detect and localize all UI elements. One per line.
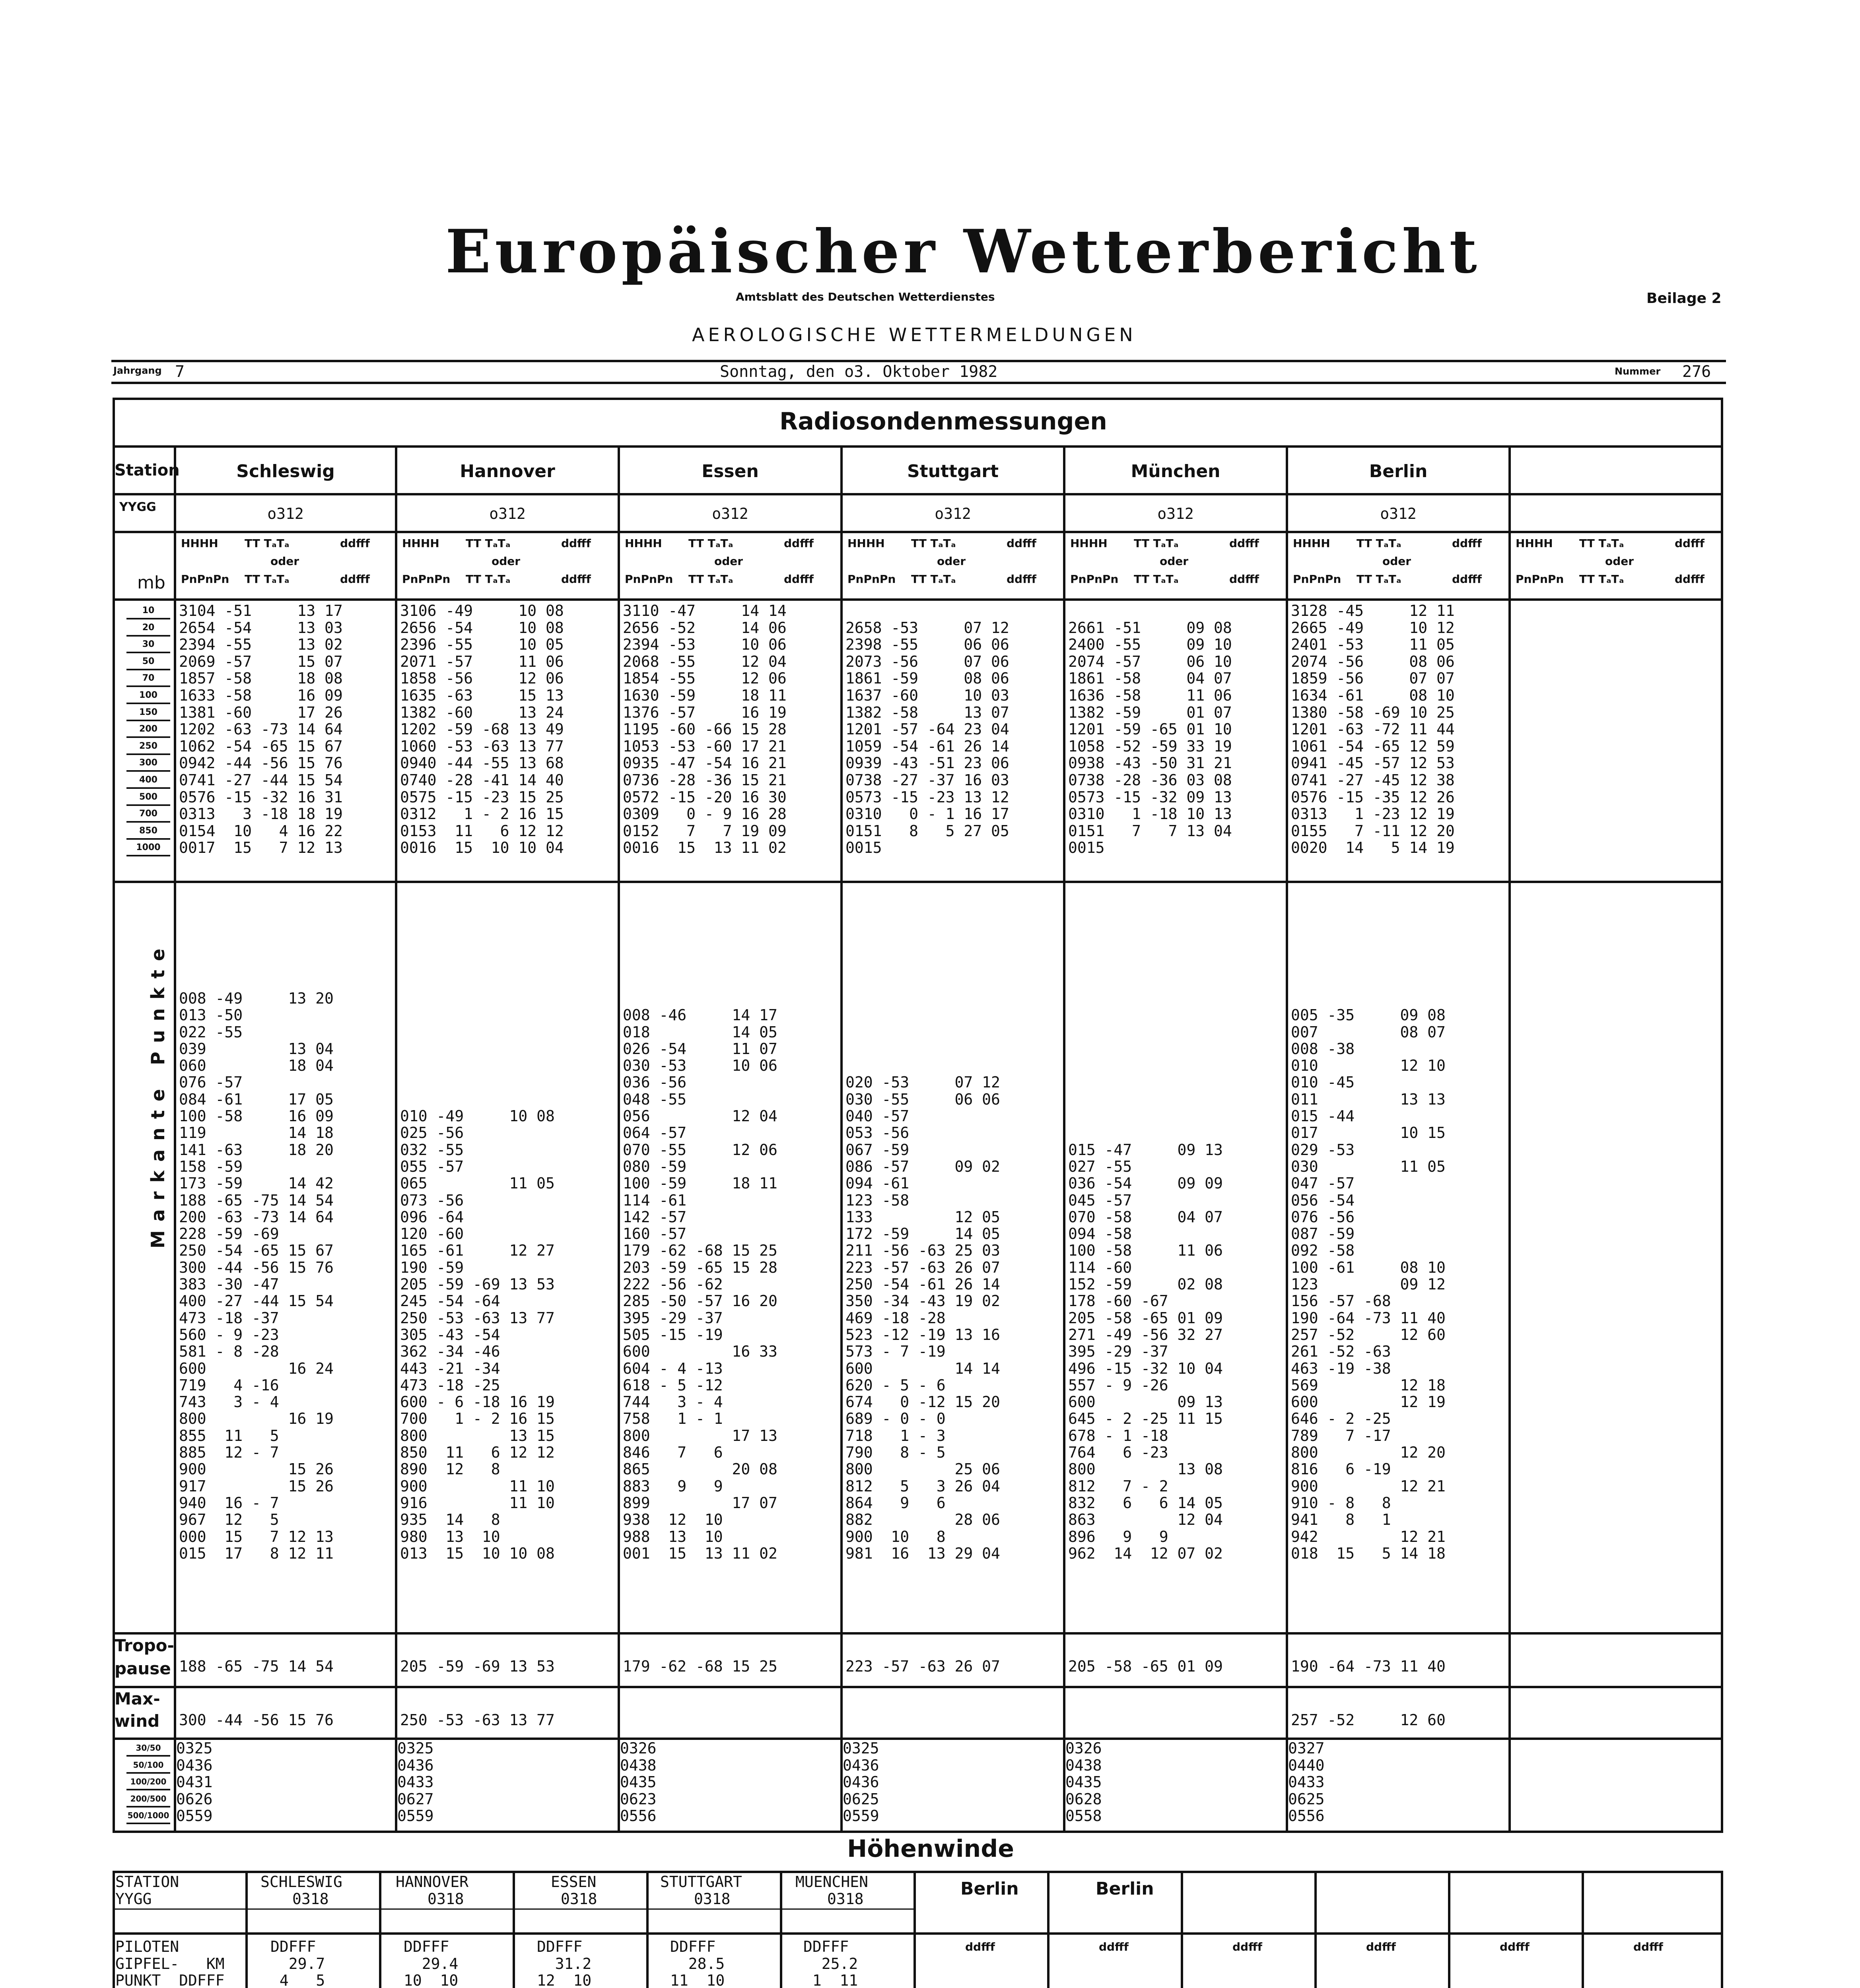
mb-level: 10 xyxy=(126,604,170,619)
mb-level: 400 xyxy=(126,773,170,789)
sub-header-oder: oder xyxy=(1605,555,1634,568)
hw-station-name: MUENCHEN xyxy=(795,1873,869,1891)
hw-piloten: DDFFF 29.4 10 10 xyxy=(404,1938,459,1988)
row-rule xyxy=(113,493,1723,495)
radiosonde-title: Radiosondenmessungen xyxy=(779,408,1107,435)
hoehenwinde-table xyxy=(113,1871,1723,1988)
hw-station-name: HANNOVER xyxy=(396,1873,469,1891)
col-divider xyxy=(174,445,176,1833)
mb-level: 200 xyxy=(126,722,170,738)
sub-header-oder: oder xyxy=(937,555,966,568)
col-divider xyxy=(1063,445,1065,1833)
markante-punkte-label: Markante Punkte xyxy=(147,940,169,1248)
yygg-code: o312 xyxy=(712,505,748,522)
station-name: Hannover xyxy=(460,461,555,481)
sub-header-ddfff: ddfff xyxy=(1675,573,1705,586)
yygg-code: o312 xyxy=(1157,505,1194,522)
yygg-code: o312 xyxy=(267,505,304,522)
std-levels-schleswig: 3104 -51 13 17 2654 -54 13 03 2394 -55 13 02 2069 -57 15 07 1857 -58 18 08 1633 -58 16 09 1381 -60 17 26 1202 -63 -73 14 64 1062 -54 -65 15 67 0942 -44 -56 15 76 0741 -27 -44 15 54 0576 -15 -32 16 31 0313 3 -18 18 19 0154 10 4 16 22 0017 15 7 12 13 xyxy=(179,602,343,857)
hw-ddfff-head: ddfff xyxy=(1633,1940,1663,1953)
sub-header-tt: TT TₐTₐ xyxy=(1357,537,1401,550)
maxwind-value: 300 -44 -56 15 76 xyxy=(179,1711,334,1729)
hw-ddfff-head: ddfff xyxy=(965,1940,995,1953)
row-rule xyxy=(113,1686,1723,1688)
hw-station-name: SCHLESWIG xyxy=(260,1873,342,1891)
hw-ddfff-head: ddfff xyxy=(1366,1940,1396,1953)
station-name: Stuttgart xyxy=(907,461,999,481)
hw-station-yygg: 0318 xyxy=(827,1890,864,1908)
sub-header-tt: TT TₐTₐ xyxy=(688,537,733,550)
maxwind-value: 257 -52 12 60 xyxy=(1291,1711,1446,1729)
mb-level: 850 xyxy=(126,824,170,840)
hw-col-divider xyxy=(1181,1871,1183,1988)
sub-header-pppp: PnPnPn xyxy=(1516,573,1564,586)
sub-header-ddfff: ddfff xyxy=(561,537,591,550)
hw-station-yygg: 0318 xyxy=(561,1890,597,1908)
tropopause-value: 223 -57 -63 26 07 xyxy=(845,1658,1000,1675)
hw-station-name: STUTTGART xyxy=(660,1873,742,1891)
sub-header-ddfff: ddfff xyxy=(1229,537,1259,550)
jahrgang-value: 7 xyxy=(175,363,185,381)
layer-values: 0326 0438 0435 0628 0558 xyxy=(1065,1740,1102,1825)
sub-header-hhhh: HHHH xyxy=(181,537,218,550)
yygg-code: o312 xyxy=(1380,505,1417,522)
mb-label: mb xyxy=(137,573,165,593)
hw-piloten: DDFFF 31.2 12 10 xyxy=(537,1938,592,1988)
sub-header-oder: oder xyxy=(1382,555,1411,568)
nummer-label: Nummer xyxy=(1615,366,1661,377)
sub-header-pppp: PnPnPn xyxy=(625,573,673,586)
layer-label: 50/100 xyxy=(126,1758,170,1774)
hw-col-divider xyxy=(1582,1871,1584,1988)
layer-label: 100/200 xyxy=(126,1774,170,1790)
station-name: Berlin xyxy=(1369,461,1428,481)
mb-level: 300 xyxy=(126,756,170,772)
col-divider xyxy=(1508,445,1511,1833)
sub-header-tt: TT TₐTₐ xyxy=(688,573,733,586)
sub-header-ddfff: ddfff xyxy=(1452,537,1482,550)
yygg-code: o312 xyxy=(489,505,526,522)
tropopause-value: 205 -59 -69 13 53 xyxy=(400,1658,555,1675)
sub-header-ddfff: ddfff xyxy=(1229,573,1259,586)
sub-header-pppp: PnPnPn xyxy=(1070,573,1119,586)
sub-header-tt: TT TₐTₐ xyxy=(1579,537,1624,550)
sub-header-ddfff: ddfff xyxy=(340,573,370,586)
hw-station-label: STATION YYGG xyxy=(115,1873,179,1908)
markante-berlin: 005 -35 09 08 007 08 07 008 -38 010 12 10 010 -45 011 13 13 015 -44 017 10 15 029 -53 030 11 05 047 -57 056 -54 076 -56 087 -59 092 -58 100 -61 08 10 123 09 12 156 -57 -68 190 -64 -73 11 40 257 -52 12 60 261 -52 -63 463 -19 -38 569 12 18 600 12 19 646 - 2 -25 789 7 -17 800 12 20 816 6 -19 900 12 21 910 - 8 8 941 8 1 942 12 21 018 15 5 14 18 xyxy=(1291,1006,1446,1562)
std-levels-hannover: 3106 -49 10 08 2656 -54 10 08 2396 -55 10 05 2071 -57 11 06 1858 -56 12 06 1635 -63 15 13 1382 -60 13 24 1202 -59 -68 13 49 1060 -53 -63 13 77 0940 -44 -55 13 68 0740 -28 -41 14 40 0575 -15 -23 15 25 0312 1 - 2 16 15 0153 11 6 12 12 0016 15 10 10 04 xyxy=(400,602,564,857)
hw-piloten: DDFFF 25.2 1 11 xyxy=(803,1938,858,1988)
sub-header-pppp: PnPnPn xyxy=(181,573,229,586)
mb-level: 1000 xyxy=(126,841,170,856)
mb-level: 100 xyxy=(126,688,170,704)
markante-essen: 008 -46 14 17 018 14 05 026 -54 11 07 030 -53 10 06 036 -56 048 -55 056 12 04 064 -57 070 -55 12 06 080 -59 100 -59 18 11 114 -61 142 -57 160 -57 179 -62 -68 15 25 203 -59 -65 15 28 222 -56 -62 285 -50 -57 16 20 395 -29 -37 505 -15 -19 600 16 33 604 - 4 -13 618 - 5 -12 744 3 - 4 758 1 - 1 800 17 13 846 7 6 865 20 08 883 9 9 899 17 07 938 12 10 988 13 10 001 15 13 11 02 xyxy=(623,1006,777,1562)
hw-col-divider xyxy=(913,1871,916,1988)
sub-header-hhhh: HHHH xyxy=(1516,537,1553,550)
layer-values: 0326 0438 0435 0623 0556 xyxy=(620,1740,657,1825)
sub-header-oder: oder xyxy=(270,555,299,568)
row-rule xyxy=(113,1632,1723,1635)
tropopause-label: Tropo- pause xyxy=(115,1636,174,1678)
hw-ddfff-head: ddfff xyxy=(1099,1940,1129,1953)
sub-header-ddfff: ddfff xyxy=(1007,537,1036,550)
sub-header-ddfff: ddfff xyxy=(1452,573,1482,586)
section-title: AEROLOGISCHE WETTERMELDUNGEN xyxy=(692,324,1137,346)
markante-muenchen: 015 -47 09 13 027 -55 036 -54 09 09 045 -57 070 -58 04 07 094 -58 100 -58 11 06 114 -60 152 -59 02 08 178 -60 -67 205 -58 -65 01 09 271 -49 -56 32 27 395 -29 -37 496 -15 -32 10 04 557 - 9 -26 600 09 13 645 - 2 -25 11 15 678 - 1 -18 764 6 -23 800 13 08 812 7 - 2 832 6 6 14 05 863 12 04 896 9 9 962 14 12 07 02 xyxy=(1068,1141,1223,1562)
mb-level: 150 xyxy=(126,705,170,721)
hw-row-rule xyxy=(113,1932,1723,1935)
mb-level: 70 xyxy=(126,671,170,687)
sub-header-hhhh: HHHH xyxy=(1070,537,1108,550)
maxwind-value: 250 -53 -63 13 77 xyxy=(400,1711,555,1729)
layer-values: 0325 0436 0431 0626 0559 xyxy=(176,1740,213,1825)
hw-row-rule xyxy=(113,1908,913,1910)
mb-level: 20 xyxy=(126,621,170,637)
hw-piloten: DDFFF 28.5 11 10 xyxy=(670,1938,725,1988)
hw-ddfff-head: ddfff xyxy=(1232,1940,1262,1953)
page-title: Europäischer Wetterbericht xyxy=(445,217,1481,287)
nummer-value: 276 xyxy=(1682,363,1711,381)
header-rule-top xyxy=(111,360,1726,362)
tropopause-value: 179 -62 -68 15 25 xyxy=(623,1658,777,1675)
hw-col-divider xyxy=(1314,1871,1317,1988)
row-rule xyxy=(113,1738,1723,1740)
hw-extra-head: Berlin xyxy=(960,1879,1019,1899)
layer-label: 30/50 xyxy=(126,1741,170,1757)
hoehenwinde-title: Höhenwinde xyxy=(847,1835,1014,1863)
layer-values: 0325 0436 0436 0625 0559 xyxy=(843,1740,879,1825)
sub-header-pppp: PnPnPn xyxy=(847,573,896,586)
sub-header-tt: TT TₐTₐ xyxy=(911,537,956,550)
col-divider xyxy=(1286,445,1288,1833)
sub-header-tt: TT TₐTₐ xyxy=(245,537,290,550)
row-rule xyxy=(113,531,1723,533)
hw-col-divider xyxy=(646,1871,649,1988)
mb-level: 500 xyxy=(126,790,170,806)
tropopause-value: 190 -64 -73 11 40 xyxy=(1291,1658,1446,1675)
sub-header-ddfff: ddfff xyxy=(340,537,370,550)
hw-col-divider xyxy=(780,1871,782,1988)
sub-header-tt: TT TₐTₐ xyxy=(466,537,511,550)
sub-header-ddfff: ddfff xyxy=(784,573,814,586)
subtitle: Amtsblatt des Deutschen Wetterdienstes xyxy=(736,290,995,303)
sub-header-tt: TT TₐTₐ xyxy=(1134,537,1179,550)
row-rule xyxy=(113,598,1723,601)
mb-level: 50 xyxy=(126,654,170,670)
sub-header-tt: TT TₐTₐ xyxy=(1579,573,1624,586)
sub-header-hhhh: HHHH xyxy=(1293,537,1330,550)
hw-col-divider xyxy=(1047,1871,1050,1988)
layer-values: 0325 0436 0433 0627 0559 xyxy=(397,1740,434,1825)
layer-label: 200/500 xyxy=(126,1792,170,1807)
sub-header-tt: TT TₐTₐ xyxy=(911,573,956,586)
hw-station-yygg: 0318 xyxy=(428,1890,464,1908)
sub-header-oder: oder xyxy=(714,555,743,568)
sub-header-hhhh: HHHH xyxy=(402,537,439,550)
sub-header-tt: TT TₐTₐ xyxy=(466,573,511,586)
yygg-code: o312 xyxy=(935,505,971,522)
station-name: Schleswig xyxy=(236,461,335,481)
mb-level: 700 xyxy=(126,807,170,823)
issue-date: Sonntag, den o3. Oktober 1982 xyxy=(720,363,998,381)
header-rule-bottom xyxy=(111,382,1726,384)
sub-header-hhhh: HHHH xyxy=(847,537,885,550)
sub-header-tt: TT TₐTₐ xyxy=(245,573,290,586)
col-divider xyxy=(618,445,620,1833)
hw-station-yygg: 0318 xyxy=(694,1890,731,1908)
sub-header-ddfff: ddfff xyxy=(561,573,591,586)
std-levels-berlin: 3128 -45 12 11 2665 -49 10 12 2401 -53 11 05 2074 -56 08 06 1859 -56 07 07 1634 -61 08 10 1380 -58 -69 10 25 1201 -63 -72 11 44 1061 -54 -65 12 59 0941 -45 -57 12 53 0741 -27 -45 12 38 0576 -15 -35 12 26 0313 1 -23 12 19 0155 7 -11 12 20 0020 14 5 14 19 xyxy=(1291,602,1455,857)
sub-header-oder: oder xyxy=(492,555,521,568)
sub-header-pppp: PnPnPn xyxy=(402,573,451,586)
jahrgang-label: Jahrgang xyxy=(113,365,162,376)
sub-header-ddfff: ddfff xyxy=(784,537,814,550)
row-rule xyxy=(113,881,1723,883)
station-label: Station xyxy=(115,461,180,480)
sub-header-pppp: PnPnPn xyxy=(1293,573,1341,586)
sub-header-tt: TT TₐTₐ xyxy=(1134,573,1179,586)
radiosonde-title-rule xyxy=(113,445,1723,448)
hw-piloten-label: PILOTEN GIPFEL- KM PUNKT DDFFF xyxy=(115,1938,225,1988)
hw-piloten: DDFFF 29.7 4 5 xyxy=(270,1938,325,1988)
sub-header-hhhh: HHHH xyxy=(625,537,662,550)
markante-hannover: 010 -49 10 08 025 -56 032 -55 055 -57 065 11 05 073 -56 096 -64 120 -60 165 -61 12 27 190 -59 205 -59 -69 13 53 245 -54 -64 250 -53 -63 13 77 305 -43 -54 362 -34 -46 443 -21 -34 473 -18 -25 600 - 6 -18 16 19 700 1 - 2 16 15 800 13 15 850 11 6 12 12 890 12 8 900 11 10 916 11 10 935 14 8 980 13 10 013 15 10 10 08 xyxy=(400,1107,555,1562)
beilage: Beilage 2 xyxy=(1646,290,1722,307)
sub-header-oder: oder xyxy=(1160,555,1189,568)
sub-header-ddfff: ddfff xyxy=(1675,537,1705,550)
col-divider xyxy=(395,445,397,1833)
col-divider xyxy=(840,445,843,1833)
hw-col-divider xyxy=(1448,1871,1450,1988)
station-name: Essen xyxy=(702,461,759,481)
hw-ddfff-head: ddfff xyxy=(1500,1940,1530,1953)
maxwind-label: Max- wind xyxy=(115,1689,160,1731)
sub-header-tt: TT TₐTₐ xyxy=(1357,573,1401,586)
hw-station-name: ESSEN xyxy=(551,1873,597,1891)
mb-level: 30 xyxy=(126,637,170,653)
sub-header-ddfff: ddfff xyxy=(1007,573,1036,586)
std-levels-stuttgart: 2658 -53 07 12 2398 -55 06 06 2073 -56 07 06 1861 -59 08 06 1637 -60 10 03 1382 -58 13 07 1201 -57 -64 23 04 1059 -54 -61 26 14 0939 -43 -51 23 06 0738 -27 -37 16 03 0573 -15 -23 13 12 0310 0 - 1 16 17 0151 8 5 27 05 0015 xyxy=(845,619,1009,857)
station-name: München xyxy=(1131,461,1221,481)
hw-col-divider xyxy=(245,1871,248,1988)
hw-col-divider xyxy=(379,1871,381,1988)
std-levels-muenchen: 2661 -51 09 08 2400 -55 09 10 2074 -57 06 10 1861 -58 04 07 1636 -58 11 06 1382 -59 01 07 1201 -59 -65 01 10 1058 -52 -59 33 19 0938 -43 -50 31 21 0738 -28 -36 03 08 0573 -15 -32 09 13 0310 1 -18 10 13 0151 7 7 13 04 0015 xyxy=(1068,619,1232,857)
tropopause-value: 205 -58 -65 01 09 xyxy=(1068,1658,1223,1675)
markante-stuttgart: 020 -53 07 12 030 -55 06 06 040 -57 053 -56 067 -59 086 -57 09 02 094 -61 123 -58 133 12 05 172 -59 14 05 211 -56 -63 25 03 223 -57 -63 26 07 250 -54 -61 26 14 350 -34 -43 19 02 469 -18 -28 523 -12 -19 13 16 573 - 7 -19 600 14 14 620 - 5 - 6 674 0 -12 15 20 689 - 0 - 0 718 1 - 3 790 8 - 5 800 25 06 812 5 3 26 04 864 9 6 882 28 06 900 10 8 981 16 13 29 04 xyxy=(845,1074,1000,1562)
std-levels-essen: 3110 -47 14 14 2656 -52 14 06 2394 -53 10 06 2068 -55 12 04 1854 -55 12 06 1630 -59 18 11 1376 -57 16 19 1195 -60 -66 15 28 1053 -53 -60 17 21 0935 -47 -54 16 21 0736 -28 -36 15 21 0572 -15 -20 16 30 0309 0 - 9 16 28 0152 7 7 19 09 0016 15 13 11 02 xyxy=(623,602,787,857)
hw-col-divider xyxy=(513,1871,515,1988)
markante-schleswig: 008 -49 13 20 013 -50 022 -55 039 13 04 060 18 04 076 -57 084 -61 17 05 100 -58 16 09 119 14 18 141 -63 18 20 158 -59 173 -59 14 42 188 -65 -75 14 54 200 -63 -73 14 64 228 -59 -69 250 -54 -65 15 67 300 -44 -56 15 76 383 -30 -47 400 -27 -44 15 54 473 -18 -37 560 - 9 -23 581 - 8 -28 600 16 24 719 4 -16 743 3 - 4 800 16 19 855 11 5 885 12 - 7 900 15 26 917 15 26 940 16 - 7 967 12 5 000 15 7 12 13 015 17 8 12 11 xyxy=(179,990,334,1562)
hw-extra-head: Berlin xyxy=(1096,1879,1154,1899)
layer-label: 500/1000 xyxy=(126,1808,170,1824)
tropopause-value: 188 -65 -75 14 54 xyxy=(179,1658,334,1675)
layer-values: 0327 0440 0433 0625 0556 xyxy=(1288,1740,1325,1825)
yygg-label: YYGG xyxy=(119,500,156,514)
mb-level: 250 xyxy=(126,739,170,755)
hw-station-yygg: 0318 xyxy=(292,1890,329,1908)
